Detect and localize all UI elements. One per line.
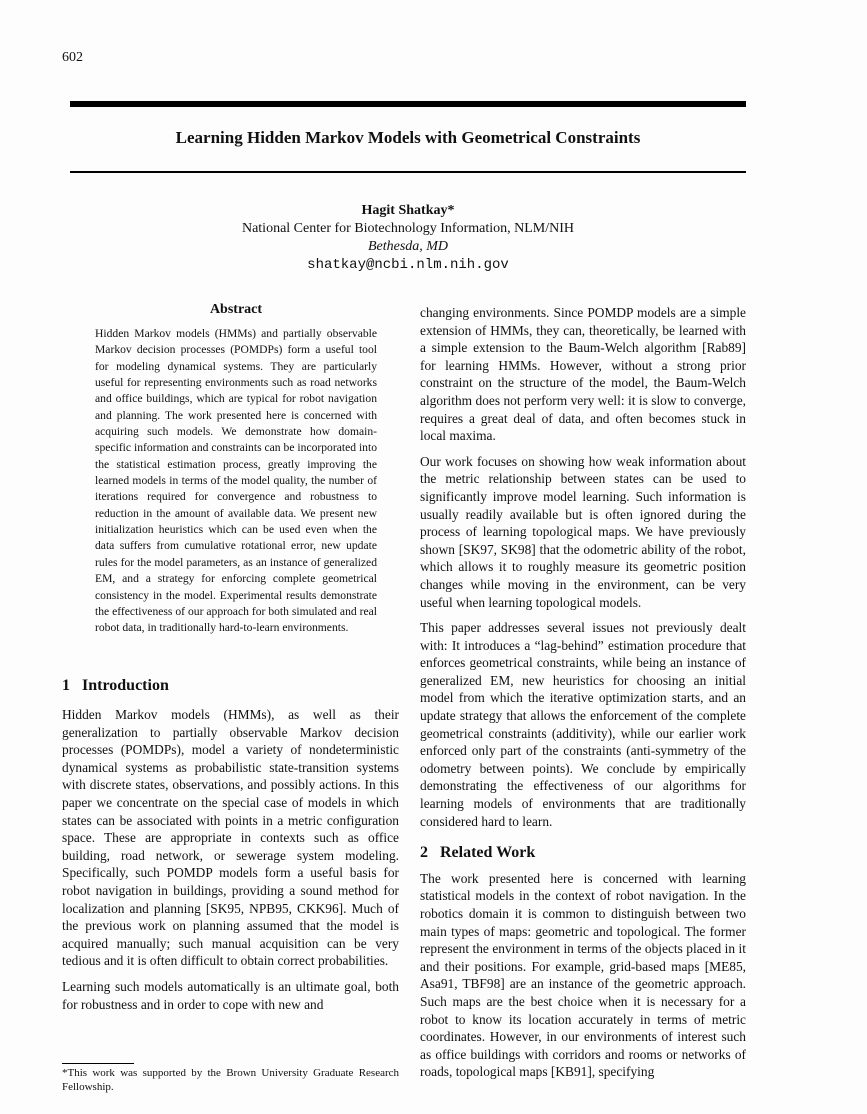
title-rule-bottom: [70, 171, 746, 173]
intro-body: [62, 706, 399, 1013]
paper-title: Learning Hidden Markov Models with Geometrical Constraints: [175, 128, 641, 147]
right-column: [420, 304, 746, 1081]
intro-paragraph: Hidden Markov models (HMMs), as well as their generalization to partially observable Markov decision processes (POMDPs), model a variety of nondeterministic dynamical systems as probabilistic state-transition systems with discrete states, observations, and possibly actions. In this paper we concentrate on the special case of models in which states can be associated with points in a metric configuration space. These are appropriate in contexts such as office building, road network, or sewerage system modeling. Specifically, such POMDP models form a useful basis for robot navigation in buildings, providing a sound method for localization and planning [SK95, NPB95, CKK96]. Much of the previous work on planning assumed that the model is acquired manually; such manual acquisition can be very tedious and it is often difficult to obtain correct probabilities.: [62, 707, 399, 969]
body-paragraph: Our work focuses on showing how weak information about the metric relationship between states can be used to significantly improve model learning. Such information is usually readily available but is often ignored during the process of learning topological maps. We have previously shown [SK97, SK98] that the odometric ability of the robot, which allows it to roughly measure its geometric position changes while moving in the environment, can be very useful when learning topological models.: [420, 453, 746, 610]
author-affiliation: National Center for Biotechnology Information, NLM/NIH: [241, 221, 575, 236]
abstract-text: Hidden Markov models (HMMs) and partially observable Markov decision processes (POMDPs) form a useful tool for modeling dynamical systems. They are particularly useful for representing environments such as road networks and office buildings, which are typical for robot navigation and planning. The work presented here is concerned with acquiring such models. We demonstrate how domain-specific information and constraints can be incorporated into the statistical estimation process, greatly improving the learned models in terms of the model quality, the number of iterations required for convergence and robustness to reduction in the amount of available data. We present new initialization heuristics which can be used even when the data suffers from cumulative rotational error, new update rules for the model parameters, as an instance of generalized EM, and a strategy for enforcing complete geometrical consistency in the model. Experimental results demonstrate the effectiveness of our approach for both simulated and real robot data, in traditionally hard-to-learn environments.: [95, 327, 377, 635]
related-work-paragraph: The work presented here is concerned with learning statistical models in the context of robot navigation. In the robotics domain it is common to distinguish between two main types of maps: geometric and topological. The former represent the environment in terms of the objects placed in it and their positions. For example, grid-based maps [ME85, Asa91, TBF98] are an instance of the geometric approach. Such maps are the best choice when it is necessary for a robot to know its location accurately in terms of metric coordinates. However, in our environments of interest such as office buildings with corridors and rooms or networks of roads, topological maps [KB91], specifying: [420, 870, 746, 1080]
footnote: *This work was supported by the Brown University Graduate Research Fellowship.: [62, 1067, 399, 1093]
footnote-rule: [62, 1063, 134, 1064]
body-paragraph: This paper addresses several issues not previously dealt with: It introduces a “lag-behind” estimation procedure that enforces geometrical constraints, while being an instance of generalized EM, new heuristics for choosing an initial model from which the iterative optimization starts, and an update strategy that allows the enforcement of the complete geometrical constraints (additivity), while our earlier work enforced only part of the constraints (anti-symmetry of the odometry between points). We conclude by empirically demonstrating the effectiveness of our algorithms for learning models of environments that are traditionally considered hard to learn.: [420, 620, 746, 829]
author-email: shatkay@ncbi.nlm.nih.gov: [307, 257, 509, 273]
intro-paragraph: Learning such models automatically is an ultimate goal, both for robustness and in order to cope with new and: [62, 978, 399, 1012]
related-work-heading: 2 Related Work: [420, 844, 536, 862]
author-name: Hagit Shatkay*: [361, 203, 455, 218]
body-paragraph: changing environments. Since POMDP models are a simple extension of HMMs, they can, theoretically, be learned with a simple extension to the Baum-Welch algorithm [Rab89] for learning HMMs. However, without a strong prior constraint on the structure of the model, the Baum-Welch algorithm does not perform very well: it is slow to converge, requires a great deal of data, and often becomes stuck in local maxima.: [420, 305, 746, 444]
abstract-heading: Abstract: [209, 302, 263, 317]
title-rule-top: [70, 101, 746, 107]
page-number: 602: [62, 50, 83, 65]
author-location: Bethesda, MD: [367, 239, 449, 254]
intro-heading: 1 Introduction: [62, 677, 169, 694]
